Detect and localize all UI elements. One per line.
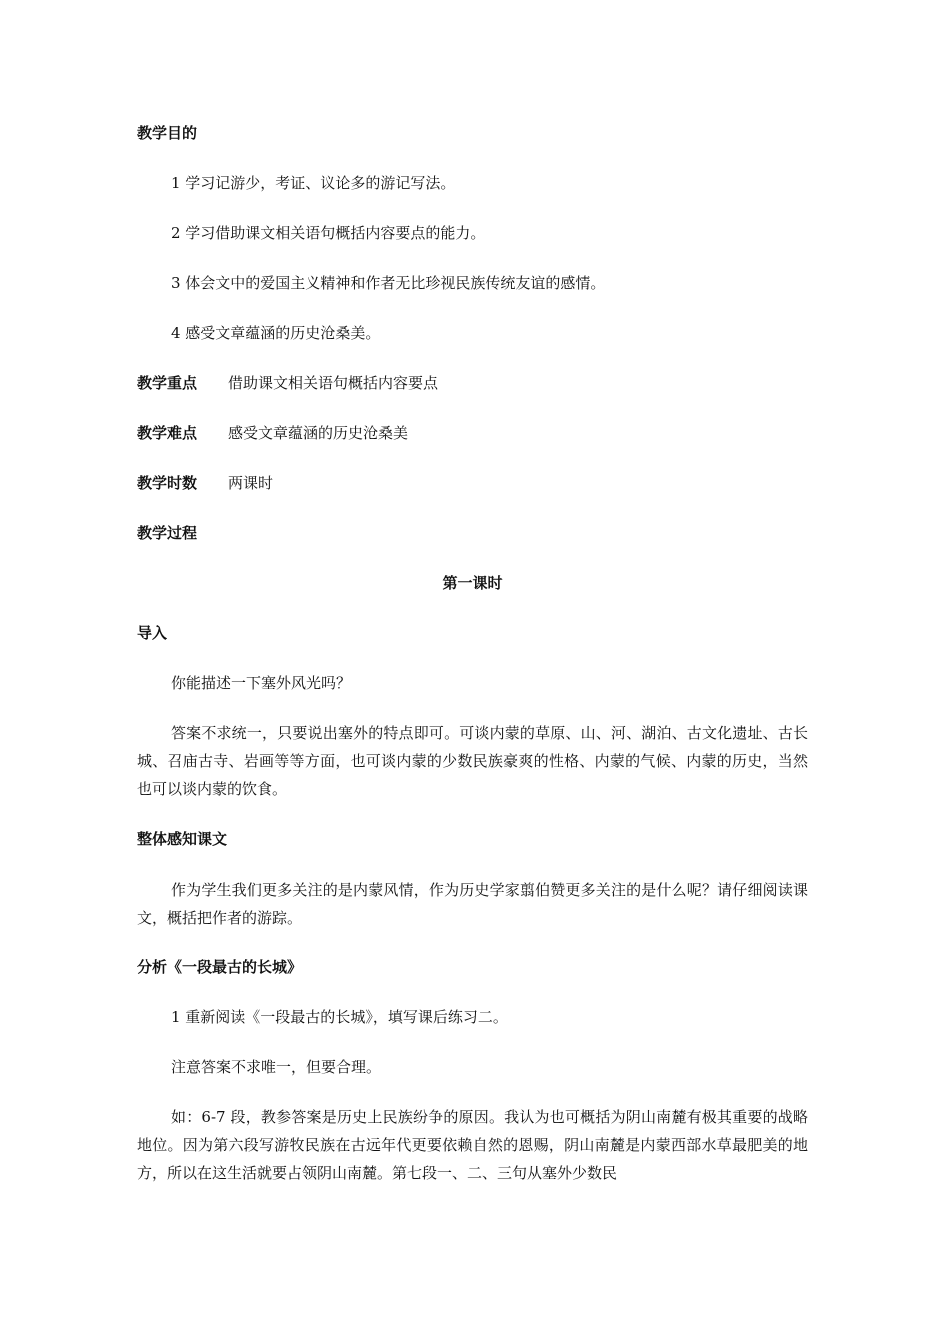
analysis-example-paragraph: 如：6-7 段，教参答案是历史上民族纷争的原因。我认为也可概括为阴山南麓有极其重要的战略地位。因为第六段写游牧民族在古远年代更要依赖自然的恩赐，阴山南麓是内蒙西部水草最肥美的地方，所以在这生活就要占领阴山南麓。第七段一、二、三句从塞外少数民	[137, 1108, 808, 1182]
intro-answer-paragraph: 答案不求统一，只要说出塞外的特点即可。可谈内蒙的草原、山、河、湖泊、古文化遗址、古长城、召庙古寺、岩画等等方面，也可谈内蒙的少数民族豪爽的性格、内蒙的气候、内蒙的历史，当然也可以谈内蒙的饮食。	[137, 724, 808, 798]
analysis-note: 注意答案不求唯一，但要合理。	[171, 1058, 382, 1076]
goal-item-3: 3 体会文中的爱国主义精神和作者无比珍视民族传统友谊的感情。	[171, 274, 606, 292]
document-page	[137, 0, 808, 1344]
intro-heading: 导入	[137, 624, 168, 642]
hours-value: 两课时	[228, 474, 274, 492]
key-point-label: 教学重点	[137, 374, 198, 392]
analysis-heading: 分析《一段最古的长城》	[137, 958, 303, 976]
hours-label: 教学时数	[137, 474, 198, 492]
goals-heading: 教学目的	[137, 124, 198, 142]
hours-row	[137, 473, 273, 493]
key-point-row	[137, 373, 438, 393]
goal-item-4: 4 感受文章蕴涵的历史沧桑美。	[171, 324, 381, 342]
difficulty-value: 感受文章蕴涵的历史沧桑美	[228, 424, 409, 442]
process-heading: 教学过程	[137, 524, 198, 542]
overall-heading: 整体感知课文	[137, 830, 228, 848]
goal-item-2: 2 学习借助课文相关语句概括内容要点的能力。	[171, 224, 486, 242]
overall-paragraph: 作为学生我们更多关注的是内蒙风情，作为历史学家翦伯赞更多关注的是什么呢？请仔细阅读课文，概括把作者的游踪。	[137, 881, 808, 927]
goal-item-1: 1 学习记游少，考证、议论多的游记写法。	[171, 174, 456, 192]
intro-question: 你能描述一下塞外风光吗？	[171, 674, 352, 692]
difficulty-label: 教学难点	[137, 424, 198, 442]
key-point-value: 借助课文相关语句概括内容要点	[228, 374, 439, 392]
lesson-title: 第一课时	[442, 574, 503, 592]
difficulty-row	[137, 423, 408, 443]
analysis-step-1: 1 重新阅读《一段最古的长城》，填写课后练习二。	[171, 1008, 508, 1026]
